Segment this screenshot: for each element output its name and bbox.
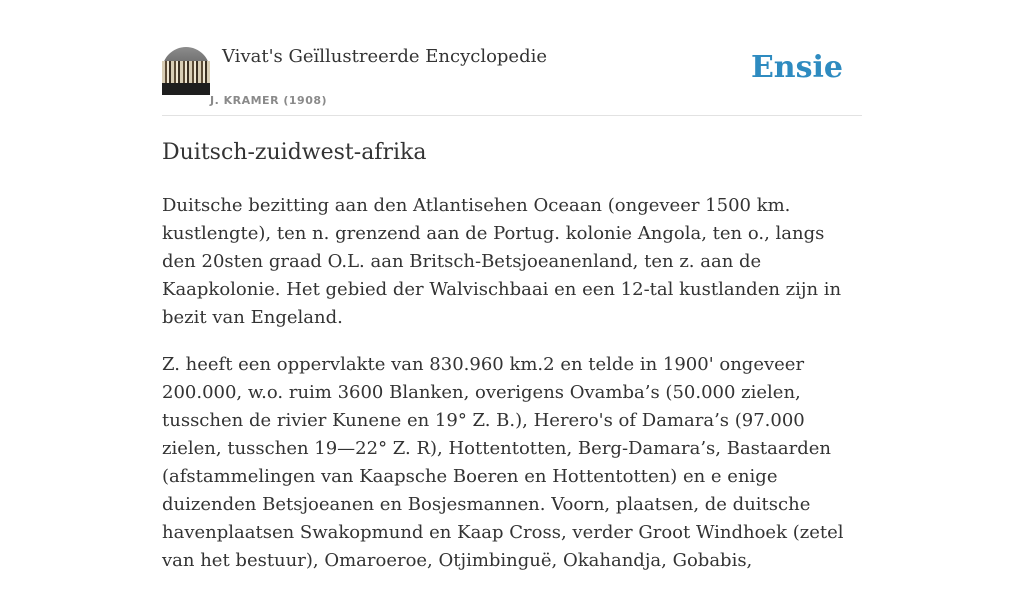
ensie-logo-link[interactable]: Ensie (750, 50, 843, 85)
source-avatar[interactable] (162, 47, 210, 95)
source-header (162, 0, 862, 116)
article-paragraph: Z. heeft een oppervlakte van 830.960 km.2 en telde in 1900' ongeveer 200.000, w.o. ruim 3600 Blanken, overigens Ovamba’s (50.000 zielen, tusschen de rivier Kunene en 19° Z. B.), Herero's of Damara’s (97.000 zielen, tusschen 19—22° Z. R), Hottentotten, Berg-Damara’s, Bastaarden (afstammelingen van Kaapsche Boeren en Hottentotten) en e enige duizenden Betsjoeanen en Bosjesmannen. Voorn, plaatsen, de duitsche havenplaatsen Swakopmund en Kaap Cross, verder Groot Windhoek (zetel van het bestuur), Omaroeroe, Otjimbinguë, Okahandja, Gobabis, (162, 354, 844, 571)
source-author: J. KRAMER (1908) (210, 94, 328, 107)
page-title: Duitsch-zuidwest-afrika (162, 140, 427, 165)
bookshelf-image (162, 61, 210, 83)
page-container (162, 0, 862, 571)
article-paragraph: Duitsche bezitting aan den Atlantisehen Oceaan (ongeveer 1500 km. kustlengte), ten n. grenzend aan de Portug. kolonie Angola, ten o., langs den 20sten graad O.L. aan Britsch-Betsjoeanenland, ten z. aan de Kaapkolonie. Het gebied der Walvischbaai en een 12-tal kustlanden zijn in bezit van Engeland. (162, 195, 842, 328)
shelf-shadow (162, 83, 210, 95)
source-title[interactable]: Vivat's Geïllustreerde Encyclopedie (222, 46, 548, 67)
article-body (162, 192, 862, 594)
